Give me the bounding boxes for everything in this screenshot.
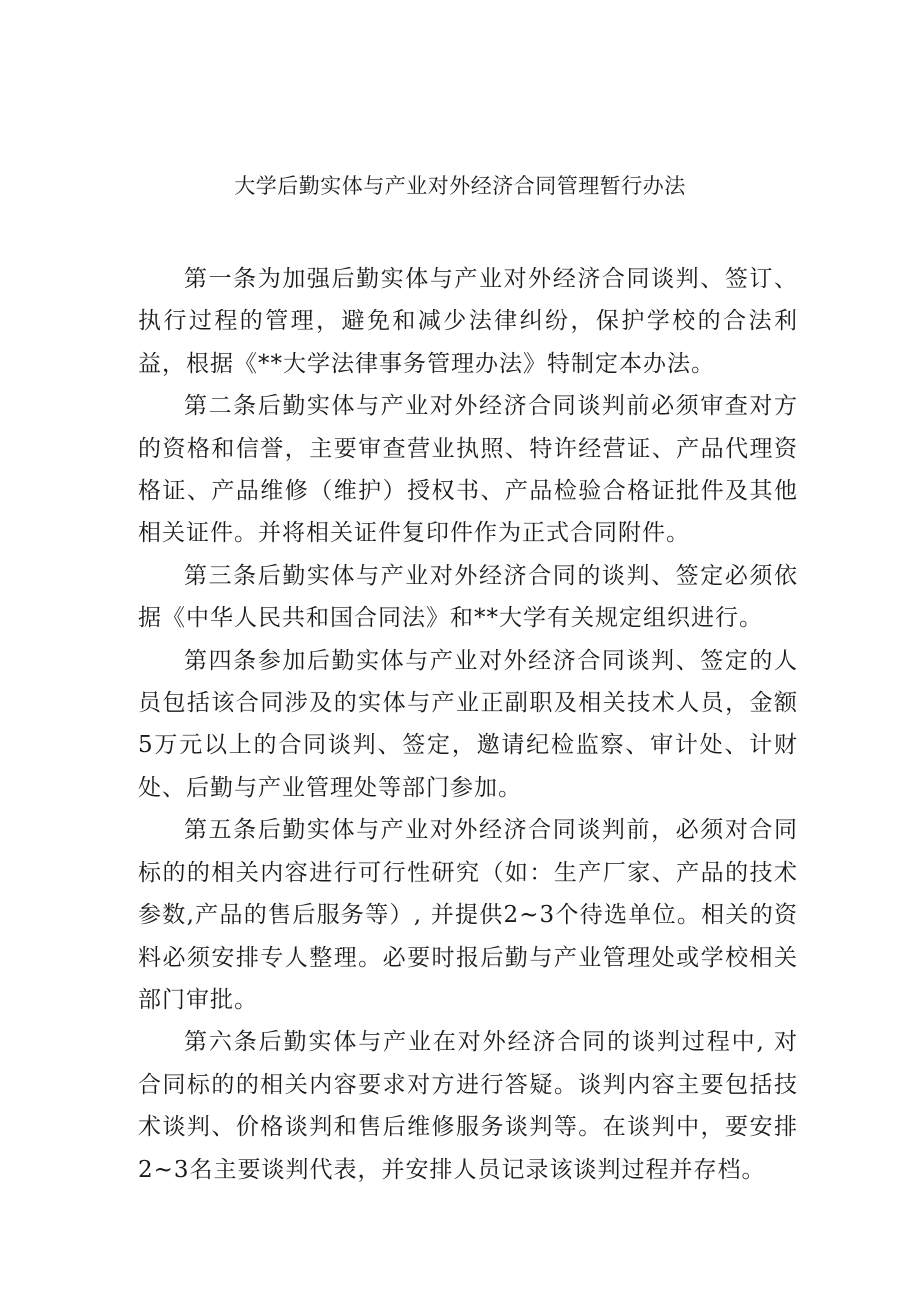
article-5: 第五条后勤实体与产业对外经济合同谈判前，必须对合同标的的相关内容进行可行性研究（如：生产厂家、产品的技术参数,产品的售后服务等）, 并提供2~3个待选单位。相关的资料必须安排专人整理。必要时报后勤与产业管理处或学校相关部门审批。 (138, 817, 798, 1013)
article-1: 第一条为加强后勤实体与产业对外经济合同谈判、签订、执行过程的管理，避免和减少法律纠纷，保护学校的合法利益，根据《**大学法律事务管理办法》特制定本办法。 (138, 266, 798, 377)
document-title: 大学后勤实体与产业对外经济合同管理暂行办法 (234, 174, 686, 198)
document-body (138, 258, 798, 1191)
article-4: 第四条参加后勤实体与产业对外经济合同谈判、签定的人员包括该合同涉及的实体与产业正副职及相关技术人员，金额5万元以上的合同谈判、签定，邀请纪检监察、审计处、计财处、后勤与产业管理处等部门参加。 (138, 647, 798, 801)
article-2: 第二条后勤实体与产业对外经济合同谈判前必须审查对方的资格和信誉，主要审查营业执照、特许经营证、产品代理资格证、产品维修（维护）授权书、产品检验合格证批件及其他相关证件。并将相关证件复印件作为正式合同附件。 (138, 393, 798, 547)
article-6: 第六条后勤实体与产业在对外经济合同的谈判过程中, 对合同标的的相关内容要求对方进行答疑。谈判内容主要包括技术谈判、价格谈判和售后维修服务谈判等。在谈判中，要安排2~3名主要谈判代表，并安排人员记录该谈判过程并存档。 (138, 1029, 798, 1183)
article-3: 第三条后勤实体与产业对外经济合同的谈判、签定必须依据《中华人民共和国合同法》和**大学有关规定组织进行。 (138, 562, 798, 632)
